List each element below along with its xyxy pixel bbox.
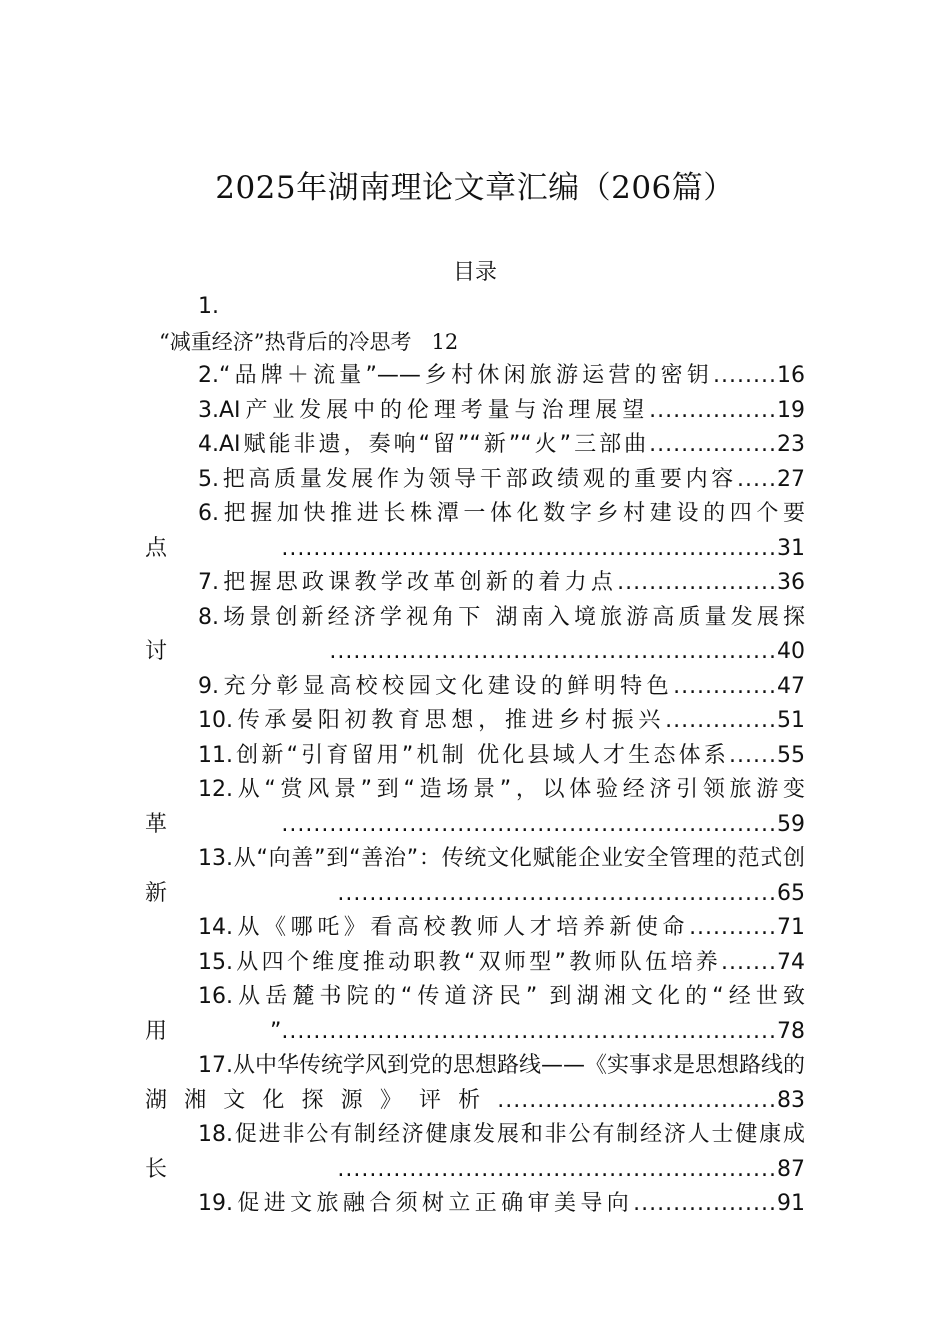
toc-entry-9[interactable] xyxy=(145,670,805,705)
toc-entry-page: 23 xyxy=(777,432,805,457)
toc-entry-page: 83 xyxy=(777,1087,805,1113)
toc-entry-page: 55 xyxy=(777,742,805,768)
toc-dot-leader: .............. xyxy=(665,708,777,733)
toc-entry-page: 59 xyxy=(777,811,805,837)
toc-entry-page: 51 xyxy=(777,708,805,733)
toc-entry-page: 74 xyxy=(777,949,805,975)
toc-dot-leader: .................... xyxy=(617,570,777,595)
toc-entry-13[interactable] xyxy=(145,842,805,911)
toc-dot-leader: .............................................................. xyxy=(281,811,777,837)
toc-entry-2[interactable] xyxy=(145,359,805,394)
toc-entry-title: 12.从“赏风景”到“造场景”，以体验经济引领旅游变革 xyxy=(145,777,805,837)
toc-dot-leader: ................ xyxy=(649,432,777,457)
toc-entry-8[interactable] xyxy=(145,601,805,670)
toc-dot-leader: ........ xyxy=(713,363,777,388)
toc-dot-leader: .................. xyxy=(633,1191,777,1216)
toc-entry-title: 8.场景创新经济学视角下 湖南入境旅游高质量发展探讨 xyxy=(145,604,805,664)
toc-entry-4[interactable] xyxy=(145,428,805,463)
toc-entry-title: 4.AI赋能非遗，奏响“留”“新”“火”三部曲 xyxy=(198,432,650,457)
toc-entry-11[interactable] xyxy=(145,739,805,774)
toc-entry-5[interactable] xyxy=(145,463,805,498)
toc-entry-18[interactable] xyxy=(145,1118,805,1187)
toc-entry-title: 2.“品牌＋流量”——乡村休闲旅游运营的密钥 xyxy=(198,363,714,388)
toc-entry-page: 31 xyxy=(777,535,805,561)
toc-entry-16[interactable] xyxy=(145,980,805,1049)
toc-entry-title: 7.把握思政课教学改革创新的着力点 xyxy=(198,570,618,595)
toc-entry-page: 91 xyxy=(777,1191,805,1216)
toc-dot-leader: .............................................................. xyxy=(281,535,777,561)
toc-entry-page: 40 xyxy=(777,639,805,664)
toc-dot-leader: ................................... xyxy=(497,1087,777,1113)
table-of-contents xyxy=(145,290,805,1222)
toc-entry-list xyxy=(145,359,805,1222)
toc-entry-3[interactable] xyxy=(145,394,805,429)
toc-entry-page: 65 xyxy=(777,880,805,906)
toc-entry-1-number: 1. xyxy=(198,294,219,319)
toc-entry-10[interactable] xyxy=(145,704,805,739)
toc-entry-title: 3.AI产业发展中的伦理考量与治理展望 xyxy=(198,397,650,423)
toc-entry-15[interactable] xyxy=(145,946,805,981)
toc-entry-1-page: 12 xyxy=(431,329,459,354)
toc-entry-title: 13.从“向善”到“善治”：传统文化赋能企业安全管理的范式创新 xyxy=(145,846,805,906)
toc-dot-leader: ........................................................ xyxy=(329,639,777,664)
toc-dot-leader: ............. xyxy=(673,673,777,699)
toc-dot-leader: ....................................................... xyxy=(337,1156,777,1182)
toc-dot-leader: ........... xyxy=(689,915,777,940)
toc-dot-leader: ....................................................... xyxy=(337,880,777,906)
toc-entry-title: 19.促进文旅融合须树立正确审美导向 xyxy=(198,1191,634,1216)
toc-entry-page: 47 xyxy=(777,673,805,699)
toc-entry-page: 19 xyxy=(777,397,805,423)
toc-dot-leader: ....... xyxy=(721,949,777,975)
toc-entry-title: 18.促进非公有制经济健康发展和非公有制经济人士健康成长 xyxy=(145,1122,805,1182)
toc-entry-page: 27 xyxy=(777,466,805,492)
toc-dot-leader: .............................................................. xyxy=(281,1018,777,1044)
toc-entry-page: 78 xyxy=(777,1018,805,1044)
toc-entry-title: 15.从四个维度推动职教“双师型”教师队伍培养 xyxy=(198,949,722,975)
toc-entry-7[interactable] xyxy=(145,566,805,601)
toc-entry-page: 36 xyxy=(777,570,805,595)
toc-entry-12[interactable] xyxy=(145,773,805,842)
toc-entry-page: 87 xyxy=(777,1156,805,1182)
toc-entry-14[interactable] xyxy=(145,911,805,946)
toc-entry-title: 11.创新“引育留用”机制 优化县域人才生态体系 xyxy=(198,742,730,768)
toc-entry-1[interactable] xyxy=(145,325,805,360)
document-title: 2025年湖南理论文章汇编（206篇） xyxy=(215,170,735,206)
toc-entry-1-title: “减重经济”热背后的冷思考 xyxy=(159,329,412,354)
toc-entry-title: 9.充分彰显高校校园文化建设的鲜明特色 xyxy=(198,673,674,699)
toc-entry-title: 10.传承晏阳初教育思想，推进乡村振兴 xyxy=(198,708,666,733)
toc-entry-page: 71 xyxy=(777,915,805,940)
toc-dot-leader: ...... xyxy=(729,742,777,768)
toc-entry-6[interactable] xyxy=(145,497,805,566)
toc-dot-leader: ................ xyxy=(649,397,777,423)
toc-entry-title: 6.把握加快推进长株潭一体化数字乡村建设的四个要点 xyxy=(145,501,805,561)
toc-dot-leader: ..... xyxy=(737,466,777,492)
toc-entry-title: 14.从《哪吒》看高校教师人才培养新使命 xyxy=(198,915,690,940)
toc-entry-title: 17.从中华传统学风到党的思想路线——《实事求是思想路线的湖湘文化探源》评析 xyxy=(145,1053,805,1113)
toc-entry-17[interactable] xyxy=(145,1049,805,1118)
toc-entry-19[interactable] xyxy=(145,1187,805,1222)
toc-entry-title: 16.从岳麓书院的“传道济民” 到湖湘文化的“经世致用” xyxy=(145,984,805,1044)
toc-heading: 目录 xyxy=(452,260,497,285)
toc-entry-title: 5.把高质量发展作为领导干部政绩观的重要内容 xyxy=(198,466,738,492)
toc-entry-page: 16 xyxy=(777,363,805,388)
